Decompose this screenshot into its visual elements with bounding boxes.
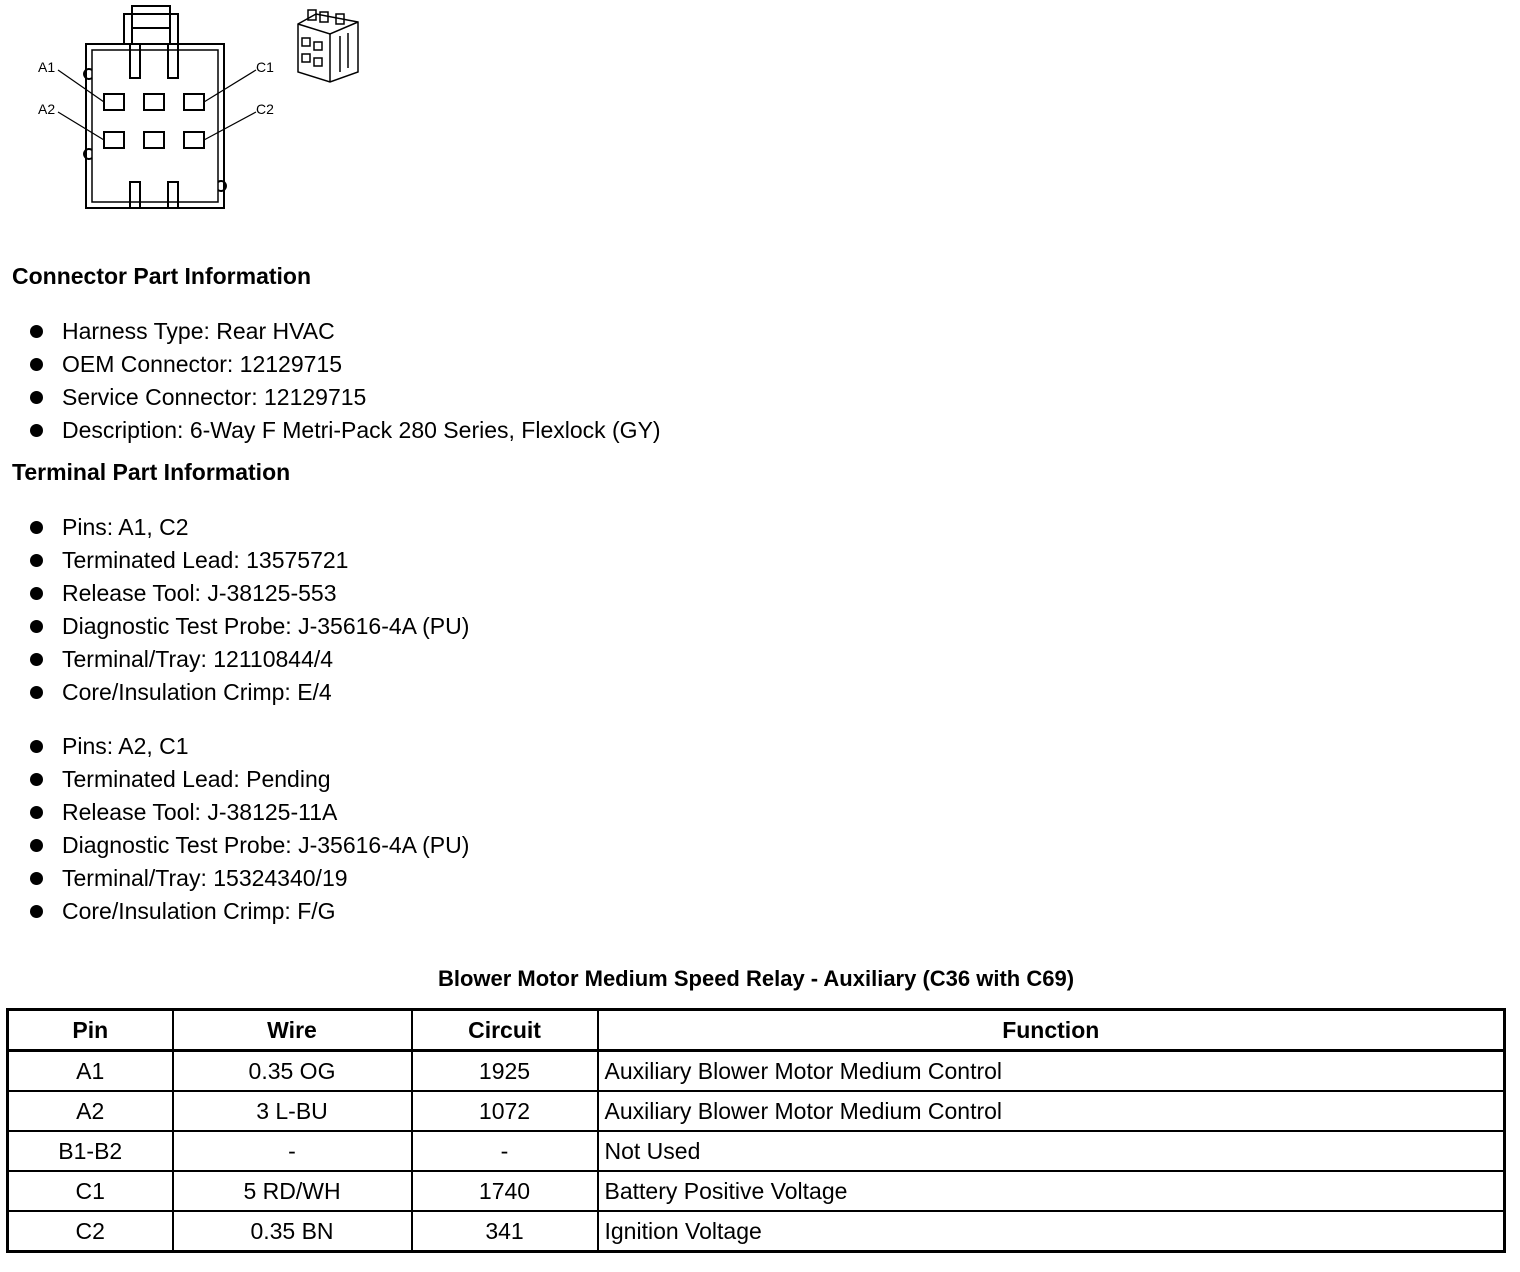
list-item: Harness Type: Rear HVAC — [28, 315, 661, 348]
list-item: Pins: A2, C1 — [28, 730, 469, 763]
connector-part-info-list — [28, 315, 661, 447]
pin-label-a1: A1 — [38, 59, 56, 75]
cell-function: Battery Positive Voltage — [598, 1171, 1505, 1211]
list-item: Pins: A1, C2 — [28, 511, 469, 544]
terminal-group-1-list — [28, 511, 469, 709]
cell-function: Not Used — [598, 1131, 1505, 1171]
pin-label-c1: C1 — [256, 59, 274, 75]
cell-pin: A1 — [8, 1051, 173, 1092]
header-wire: Wire — [173, 1010, 412, 1051]
cell-pin: C2 — [8, 1211, 173, 1252]
terminal-part-info-heading: Terminal Part Information — [12, 459, 291, 485]
list-item: Release Tool: J-38125-11A — [28, 796, 469, 829]
cell-pin: C1 — [8, 1171, 173, 1211]
cell-circuit: 1740 — [412, 1171, 598, 1211]
pin-table-title: Blower Motor Medium Speed Relay - Auxiliary (C36 with C69) — [437, 966, 1075, 991]
pin-label-a2: A2 — [38, 101, 56, 117]
connector-face-diagram — [0, 0, 380, 220]
table-row — [8, 1131, 1505, 1171]
cell-function: Ignition Voltage — [598, 1211, 1505, 1252]
list-item: Terminated Lead: 13575721 — [28, 544, 469, 577]
list-item: Description: 6-Way F Metri-Pack 280 Series, Flexlock (GY) — [28, 414, 661, 447]
pin-label-c2: C2 — [256, 101, 274, 117]
table-header-row — [8, 1010, 1505, 1051]
list-item: Service Connector: 12129715 — [28, 381, 661, 414]
cell-wire: 3 L-BU — [173, 1091, 412, 1131]
list-item: Terminal/Tray: 12110844/4 — [28, 643, 469, 676]
cell-wire: 5 RD/WH — [173, 1171, 412, 1211]
header-circuit: Circuit — [412, 1010, 598, 1051]
header-pin: Pin — [8, 1010, 173, 1051]
list-item: Core/Insulation Crimp: E/4 — [28, 676, 469, 709]
cell-function: Auxiliary Blower Motor Medium Control — [598, 1051, 1505, 1092]
connector-part-info-heading: Connector Part Information — [12, 263, 312, 289]
cell-circuit: - — [412, 1131, 598, 1171]
list-item: Terminated Lead: Pending — [28, 763, 469, 796]
list-item: OEM Connector: 12129715 — [28, 348, 661, 381]
pin-table — [6, 1008, 1506, 1253]
list-item: Diagnostic Test Probe: J-35616-4A (PU) — [28, 829, 469, 862]
table-row — [8, 1091, 1505, 1131]
cell-wire: 0.35 OG — [173, 1051, 412, 1092]
header-function: Function — [598, 1010, 1505, 1051]
list-item: Terminal/Tray: 15324340/19 — [28, 862, 469, 895]
list-item: Core/Insulation Crimp: F/G — [28, 895, 469, 928]
cell-function: Auxiliary Blower Motor Medium Control — [598, 1091, 1505, 1131]
table-row — [8, 1051, 1505, 1092]
cell-circuit: 1072 — [412, 1091, 598, 1131]
connector-isometric-icon — [298, 10, 358, 82]
cell-pin: B1-B2 — [8, 1131, 173, 1171]
cell-circuit: 1925 — [412, 1051, 598, 1092]
terminal-group-2-list — [28, 730, 469, 928]
cell-wire: 0.35 BN — [173, 1211, 412, 1252]
list-item: Diagnostic Test Probe: J-35616-4A (PU) — [28, 610, 469, 643]
cell-pin: A2 — [8, 1091, 173, 1131]
list-item: Release Tool: J-38125-553 — [28, 577, 469, 610]
table-row — [8, 1211, 1505, 1252]
cell-circuit: 341 — [412, 1211, 598, 1252]
table-row — [8, 1171, 1505, 1211]
cell-wire: - — [173, 1131, 412, 1171]
